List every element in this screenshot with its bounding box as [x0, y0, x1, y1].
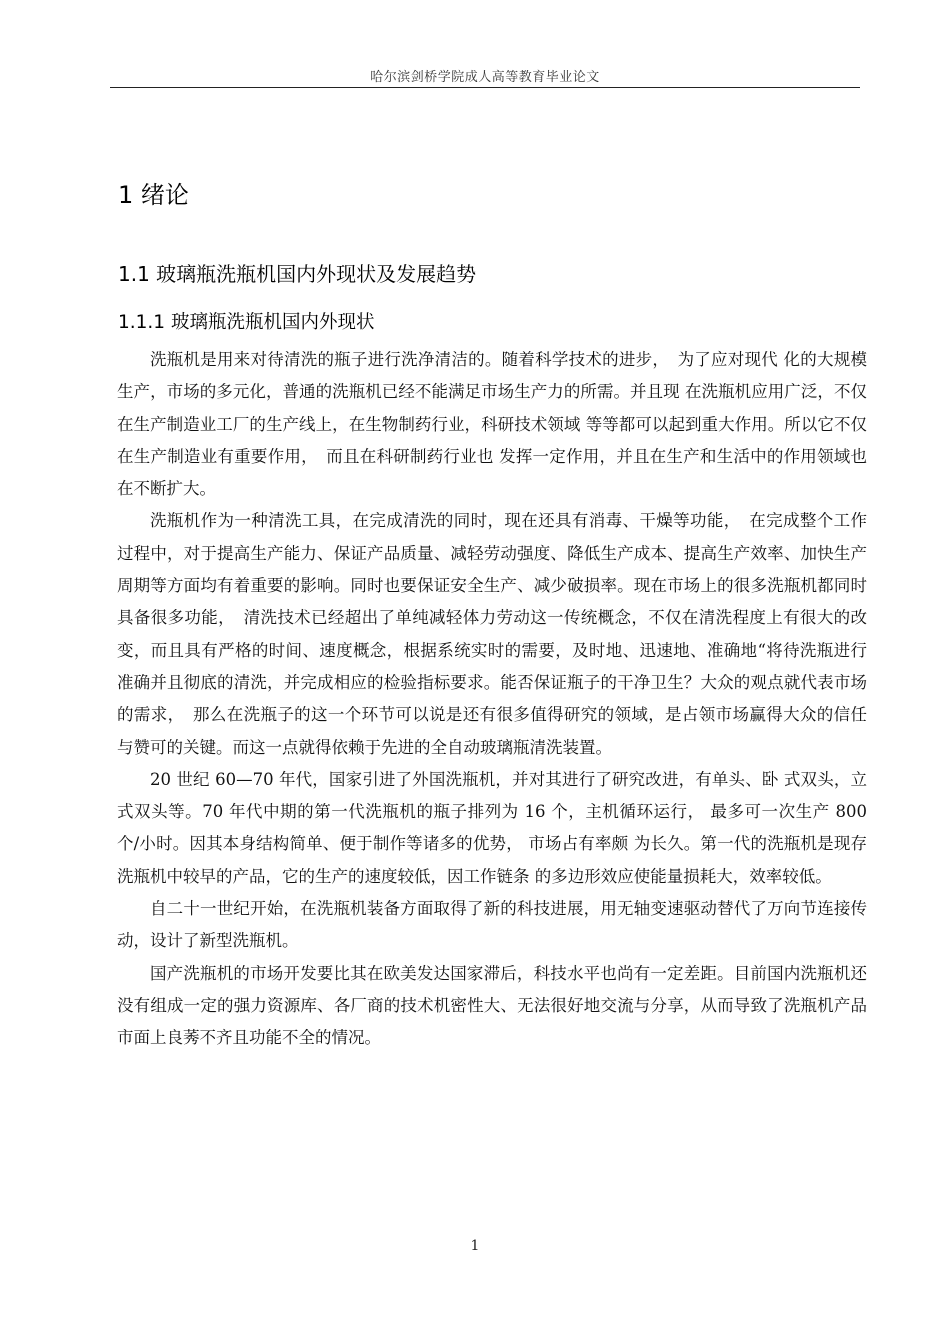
paragraph: 洗瓶机是用来对待清洗的瓶子进行洗净清洁的。随着科学技术的进步， 为了应对现代 化的大规模生产，市场的多元化，普通的洗瓶机已经不能满足市场生产力的所需。并且现 在洗瓶机应用广泛，不仅在生产制造业工厂的生产线上，在生物制药行业，科研技术领域 等等都可以起到重大作用。所以它不仅在生产制造业有重要作用， 而且在科研制药行业也 发挥一定作用，并且在生产和生活中的作用领域也在不断扩大。	[117, 350, 867, 499]
section-heading: 1.1 玻璃瓶洗瓶机国内外现状及发展趋势	[118, 262, 477, 286]
body-text	[117, 344, 867, 1055]
subsection-heading: 1.1.1 玻璃瓶洗瓶机国内外现状	[118, 312, 375, 333]
paragraph: 洗瓶机作为一种清洗工具，在完成清洗的同时，现在还具有消毒、干燥等功能， 在完成整个工作过程中，对于提高生产能力、保证产品质量、减轻劳动强度、降低生产成本、提高生产效率、加快生产周期等方面均有着重要的影响。同时也要保证安全生产、减少破损率。现在市场上的很多洗瓶机都同时具备很多功能， 清洗技术已经超出了单纯减轻体力劳动这一传统概念，不仅在清洗程度上有很大的改变，而且具有严格的时间、速度概念，根据系统实时的需要，及时地、迅速地、准确地“将待洗瓶进行准确并且彻底的清洗，并完成相应的检验指标要求。能否保证瓶子的干净卫生？大众的观点就代表市场的需求， 那么在洗瓶子的这一个环节可以说是还有很多值得研究的领域，是占领市场赢得大众的信任与赞可的关键。而这一点就得依赖于先进的全自动玻璃瓶清洗装置。	[117, 511, 867, 757]
page-number: 1	[470, 1238, 480, 1254]
chapter-heading: 1 绪论	[118, 181, 189, 209]
header-divider	[110, 87, 860, 88]
paragraph: 20 世纪 60—70 年代，国家引进了外国洗瓶机，并对其进行了研究改进，有单头、卧 式双头，立式双头等。70 年代中期的第一代洗瓶机的瓶子排列为 16 个，主机循环运行， 最多可一次生产 800 个/小时。因其本身结构简单、便于制作等诸多的优势， 市场占有率颇 为长久。第一代的洗瓶机是现存洗瓶机中较早的产品，它的生产的速度较低，因工作链条 的多边形效应使能量损耗大，效率较低。	[117, 769, 867, 886]
page-header: 哈尔滨剑桥学院成人高等教育毕业论文	[370, 70, 600, 85]
paragraph: 自二十一世纪开始，在洗瓶机装备方面取得了新的科技进展，用无轴变速驱动替代了万向节连接传动，设计了新型洗瓶机。	[117, 899, 867, 951]
paragraph: 国产洗瓶机的市场开发要比其在欧美发达国家滞后，科技水平也尚有一定差距。目前国内洗瓶机还没有组成一定的强力资源库、各厂商的技术机密性大、无法很好地交流与分享，从而导致了洗瓶机产品市面上良莠不齐且功能不全的情况。	[117, 963, 867, 1048]
